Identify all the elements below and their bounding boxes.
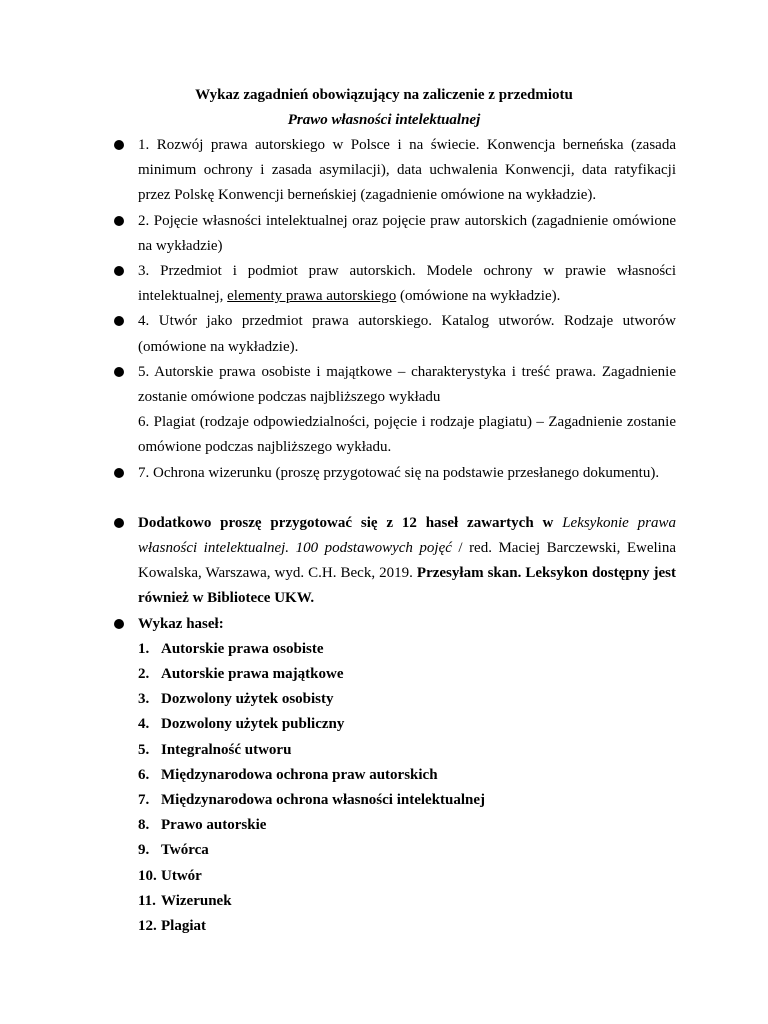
additional-outro: Przesyłam skan. Leksykon dostępny jest również w Bibliotece UKW. bbox=[138, 565, 676, 607]
term-label: Autorskie prawa majątkowe bbox=[161, 666, 344, 683]
item-text-end: (omówione na wykładzie). bbox=[396, 288, 561, 305]
document-body bbox=[0, 133, 768, 939]
underlined-phrase: elementy prawa autorskiego bbox=[227, 288, 397, 305]
term-item bbox=[138, 788, 676, 813]
item-text-start: 3. Przedmiot i podmiot praw autorskich. Modele ochrony w prawie własności intelektualnej, bbox=[138, 263, 676, 305]
additional-text bbox=[138, 511, 676, 612]
term-item bbox=[138, 637, 676, 662]
bullet-icon bbox=[114, 468, 124, 478]
term-number: 7. bbox=[138, 792, 150, 809]
term-label: Utwór bbox=[161, 867, 202, 884]
term-label: Integralność utworu bbox=[161, 741, 292, 758]
item-text: 7. Ochrona wizerunku (proszę przygotować się na podstawie przesłanego dokumentu). bbox=[138, 464, 660, 481]
term-item bbox=[138, 813, 676, 838]
item-continuation: 6. Plagiat (rodzaje odpowiedzialności, pojęcie i rodzaje plagiatu) – Zagadnienie zostanie omówione podczas najbliższego wykładu. bbox=[138, 414, 676, 456]
bullet-icon bbox=[114, 367, 124, 377]
term-label: Międzynarodowa ochrona własności intelektualnej bbox=[161, 792, 486, 809]
term-item bbox=[138, 763, 676, 788]
additional-citation: / red. Maciej Barczewski, Ewelina Kowalska, Warszawa, wyd. C.H. Beck, 2019. bbox=[138, 540, 676, 582]
term-number: 1. bbox=[138, 640, 150, 657]
term-number: 6. bbox=[138, 766, 150, 783]
bullet-icon bbox=[114, 619, 124, 629]
bullet-icon bbox=[114, 518, 124, 528]
item-text bbox=[138, 259, 676, 309]
term-item bbox=[138, 738, 676, 763]
term-number: 5. bbox=[138, 741, 150, 758]
term-label: Międzynarodowa ochrona praw autorskich bbox=[161, 766, 438, 783]
term-number: 4. bbox=[138, 716, 150, 733]
item-text: 2. Pojęcie własności intelektualnej oraz pojęcie praw autorskich (zagadnienie omówione na wykładzie) bbox=[138, 212, 676, 254]
term-number: 12. bbox=[138, 918, 157, 935]
list-item bbox=[0, 360, 676, 461]
term-item bbox=[138, 864, 676, 889]
list-item bbox=[0, 133, 676, 209]
term-number: 10. bbox=[138, 867, 157, 884]
term-label: Autorskie prawa osobiste bbox=[161, 640, 324, 657]
term-item bbox=[138, 662, 676, 687]
paragraph-spacer bbox=[0, 486, 768, 511]
bullet-icon bbox=[114, 140, 124, 150]
list-item bbox=[0, 461, 676, 486]
term-number: 9. bbox=[138, 842, 150, 859]
item-text: 1. Rozwój prawa autorskiego w Polsce i na świecie. Konwencja berneńska (zasada minimum ochrony i zasada asymilacji), data uchwalenia Konwencji, data ratyfikacji przez Polskę Konwencji berneńskiej (zagadnienie omówione na wykładzie). bbox=[138, 137, 676, 204]
term-label: Prawo autorskie bbox=[161, 817, 267, 834]
term-number: 3. bbox=[138, 691, 150, 708]
term-item bbox=[138, 889, 676, 914]
term-label: Plagiat bbox=[161, 918, 206, 935]
bullet-icon bbox=[114, 266, 124, 276]
term-number: 11. bbox=[138, 892, 156, 909]
term-label: Dozwolony użytek osobisty bbox=[161, 691, 334, 708]
list-item bbox=[0, 309, 676, 359]
term-label: Wizerunek bbox=[161, 892, 232, 909]
term-label: Dozwolony użytek publiczny bbox=[161, 716, 345, 733]
term-item bbox=[138, 838, 676, 863]
document-title: Wykaz zagadnień obowiązujący na zaliczenie z przedmiotu bbox=[195, 87, 573, 103]
lexicon-title: Leksykonie prawa własności intelektualnej. 100 podstawowych pojęć bbox=[138, 514, 676, 557]
term-number: 8. bbox=[138, 817, 150, 834]
additional-intro: Dodatkowo proszę przygotować się z 12 haseł zawartych w bbox=[138, 514, 563, 531]
bullet-icon bbox=[114, 316, 124, 326]
terms-list bbox=[138, 637, 676, 939]
item-text: 4. Utwór jako przedmiot prawa autorskiego. Katalog utworów. Rodzaje utworów (omówione na wykładzie). bbox=[138, 313, 676, 355]
term-item bbox=[138, 914, 676, 939]
term-label: Twórca bbox=[161, 842, 209, 859]
list-item bbox=[0, 209, 676, 259]
term-item bbox=[138, 712, 676, 737]
term-number: 2. bbox=[138, 666, 150, 683]
term-item bbox=[138, 687, 676, 712]
terms-heading: Wykaz haseł: bbox=[138, 615, 224, 632]
item-text: 5. Autorskie prawa osobiste i majątkowe – charakterystyka i treść prawa. Zagadnienie zostanie omówione podczas najbliższego wykładu bbox=[138, 363, 676, 406]
list-item-additional bbox=[0, 511, 676, 612]
bullet-icon bbox=[114, 216, 124, 226]
list-item-terms bbox=[0, 612, 676, 940]
document-subtitle: Prawo własności intelektualnej bbox=[287, 112, 481, 128]
list-item bbox=[0, 259, 676, 309]
